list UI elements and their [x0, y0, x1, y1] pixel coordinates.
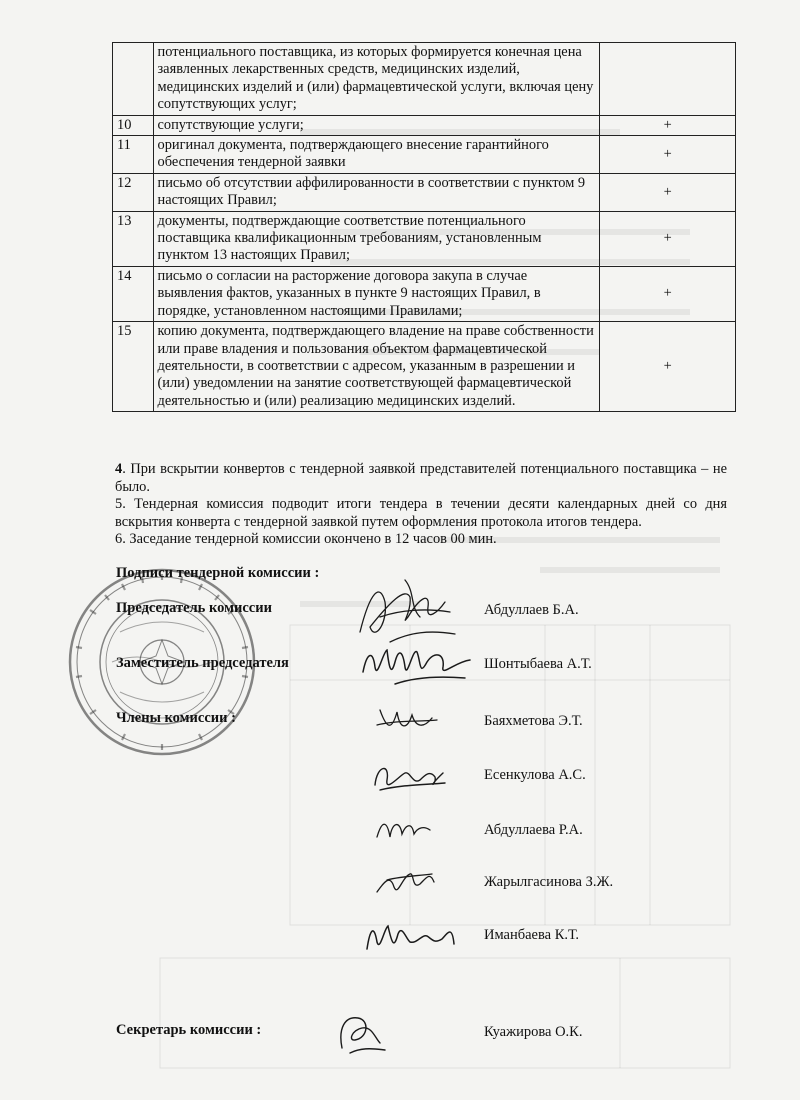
- row-mark: +: [600, 322, 736, 412]
- requirements-table-body: [113, 43, 736, 412]
- table-row: [113, 173, 736, 211]
- secretary-name: Куажирова О.К.: [484, 1024, 583, 1040]
- row-description: сопутствующие услуги;: [153, 115, 600, 135]
- row-description: копию документа, подтверждающего владение на праве собственности или праве владения и пользования объектом фармацевтической деятельности, в соответствии с адресом, указанным в разрешении и (или) уведомлении на занятие соответствующей фармацевтической деятельностью и (или) реализацию медицинских изделий.: [153, 322, 600, 412]
- protocol-paragraphs: [115, 461, 727, 549]
- paragraph-4-text: . При вскрытии конвертов с тендерной заявкой представителей потенциального поставщика – не было.: [115, 461, 727, 495]
- row-number: 11: [113, 136, 154, 174]
- member-name-2: Есенкулова А.С.: [484, 767, 586, 783]
- members-label: Члены комиссии :: [116, 710, 236, 726]
- row-description: оригинал документа, подтверждающего внесение гарантийного обеспечения тендерной заявки: [153, 136, 600, 174]
- row-mark: +: [600, 266, 736, 321]
- secretary-label: Секретарь комиссии :: [116, 1022, 262, 1038]
- member-4-signature: [372, 862, 442, 902]
- row-number: [113, 43, 154, 116]
- row-mark: +: [600, 115, 736, 135]
- chair-label: Председатель комиссии: [116, 600, 272, 616]
- member-name-3: Абдуллаева Р.А.: [484, 822, 583, 838]
- table-row: [113, 266, 736, 321]
- paragraph-6: 6. Заседание тендерной комиссии окончено в 12 часов 00 мин.: [115, 531, 497, 548]
- secretary-signature: [330, 1008, 390, 1058]
- table-row: [113, 211, 736, 266]
- row-number: 15: [113, 322, 154, 412]
- row-mark: +: [600, 173, 736, 211]
- row-number: 13: [113, 211, 154, 266]
- member-name-1: Баяхметова Э.Т.: [484, 713, 583, 729]
- paragraph-4: [115, 461, 727, 496]
- requirements-table: [112, 42, 736, 412]
- row-description: потенциального поставщика, из которых формируется конечная цена заявленных лекарственных средств, медицинских изделий, медицинских изделий и (или) фармацевтической услуги, включая цену сопутствующих услуг;: [153, 43, 600, 116]
- deputy-signature: [355, 632, 485, 692]
- row-description: письмо о согласии на расторжение договора закупа в случае выявления фактов, указанных в пункте 9 настоящих Правил, в порядке, установленном настоящими Правилами;: [153, 266, 600, 321]
- row-number: 14: [113, 266, 154, 321]
- member-5-signature: [362, 914, 462, 959]
- member-2-signature: [365, 755, 450, 800]
- row-mark: [600, 43, 736, 116]
- deputy-name: Шонтыбаева А.Т.: [484, 656, 592, 672]
- member-3-signature: [372, 812, 437, 847]
- table-row: [113, 322, 736, 412]
- member-name-4: Жарылгасинова З.Ж.: [484, 874, 614, 890]
- row-description: письмо об отсутствии аффилированности в соответствии с пунктом 9 настоящих Правил;: [153, 173, 600, 211]
- row-mark: +: [600, 136, 736, 174]
- member-1-signature: [372, 700, 442, 740]
- signatures-heading: Подписи тендерной комиссии :: [116, 565, 320, 581]
- table-row: [113, 43, 736, 116]
- row-mark: +: [600, 211, 736, 266]
- table-row: [113, 136, 736, 174]
- paragraph-4-number: 4: [115, 461, 123, 477]
- member-name-5: Иманбаева К.Т.: [484, 927, 580, 943]
- row-number: 12: [113, 173, 154, 211]
- row-number: 10: [113, 115, 154, 135]
- deputy-label: Заместитель председателя: [116, 655, 289, 671]
- chair-name: Абдуллаев Б.А.: [484, 602, 579, 618]
- table-row: [113, 115, 736, 135]
- paragraph-5: 5. Тендерная комиссия подводит итоги тендера в течении десяти календарных дней со дня вскрытия конверта с тендерной заявкой путем оформления протокола итогов тендера.: [115, 496, 727, 530]
- row-description: документы, подтверждающие соответствие потенциального поставщика квалификационным требованиям, установленным пунктом 13 настоящих Правил;: [153, 211, 600, 266]
